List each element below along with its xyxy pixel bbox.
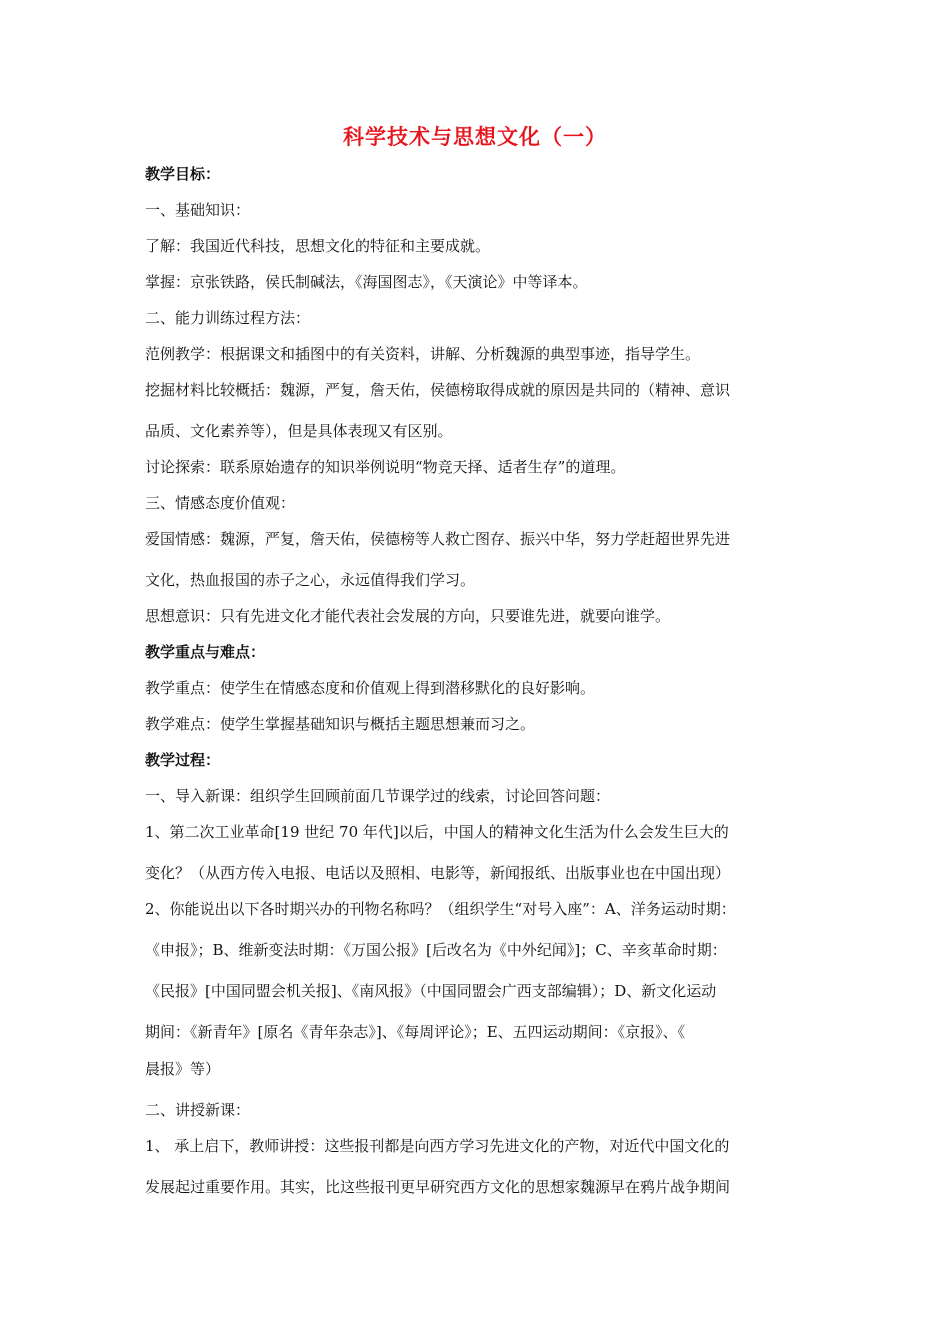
text-line: 期间：《新青年》[原名《青年杂志》]、《每周评论》；E、五四运动期间：《京报》、《 (145, 1023, 686, 1041)
section-heading: 教学目标： (145, 165, 221, 183)
text-line: 挖掘材料比较概括：魏源，严复，詹天佑，侯德榜取得成就的原因是共同的（精神、意识 (145, 381, 731, 399)
text-line: 教学难点：使学生掌握基础知识与概括主题思想兼而习之。 (145, 715, 536, 733)
text-line: 发展起过重要作用。其实，比这些报刊更早研究西方文化的思想家魏源早在鸦片战争期间 (145, 1178, 731, 1196)
text-line: 教学重点：使学生在情感态度和价值观上得到潜移默化的良好影响。 (145, 679, 596, 697)
section-heading: 教学过程： (145, 751, 221, 769)
text-line: 品质、文化素养等），但是具体表现又有区别。 (145, 422, 453, 440)
text-line: 1、 承上启下，教师讲授：这些报刊都是向西方学习先进文化的产物，对近代中国文化的 (145, 1137, 730, 1155)
text-line: 1、第二次工业革命[19 世纪 70 年代]以后，中国人的精神文化生活为什么会发生巨大的 (145, 823, 729, 841)
text-line: 三、情感态度价值观： (145, 494, 296, 512)
text-line: 文化，热血报国的赤子之心，永远值得我们学习。 (145, 571, 476, 589)
document-title: 科学技术与思想文化（一） (343, 125, 607, 149)
text-line: 2、你能说出以下各时期兴办的刊物名称吗？（组织学生“对号入座”：A、洋务运动时期： (145, 900, 736, 918)
text-line: 《申报》；B、维新变法时期：《万国公报》[后改名为《中外纪闻》]；C、辛亥革命时期： (145, 941, 727, 959)
text-line: 了解：我国近代科技，思想文化的特征和主要成就。 (145, 237, 491, 255)
text-line: 讨论探索：联系原始遗存的知识举例说明“物竞天择、适者生存”的道理。 (145, 458, 626, 476)
text-line: 思想意识：只有先进文化才能代表社会发展的方向，只要谁先进，就要向谁学。 (145, 607, 671, 625)
text-line: 一、基础知识： (145, 201, 251, 219)
text-line: 一、导入新课：组织学生回顾前面几节课学过的线索，讨论回答问题： (145, 787, 611, 805)
text-line: 爱国情感：魏源，严复，詹天佑，侯德榜等人救亡图存、振兴中华，努力学赶超世界先进 (145, 530, 731, 548)
text-line: 晨报》等） (145, 1060, 221, 1078)
text-line: 二、讲授新课： (145, 1101, 251, 1119)
text-line: 二、能力训练过程方法： (145, 309, 311, 327)
text-line: 范例教学：根据课文和插图中的有关资料，讲解、分析魏源的典型事迹，指导学生。 (145, 345, 701, 363)
text-line: 变化？（从西方传入电报、电话以及照相、电影等，新闻报纸、出版事业也在中国出现） (145, 864, 731, 882)
text-line: 《民报》[中国同盟会机关报]、《南风报》（中国同盟会广西支部编辑）；D、新文化运动 (145, 982, 717, 1000)
text-line: 掌握：京张铁路，侯氏制碱法，《海国图志》，《天演论》中等译本。 (145, 273, 588, 291)
section-heading: 教学重点与难点： (145, 643, 266, 661)
